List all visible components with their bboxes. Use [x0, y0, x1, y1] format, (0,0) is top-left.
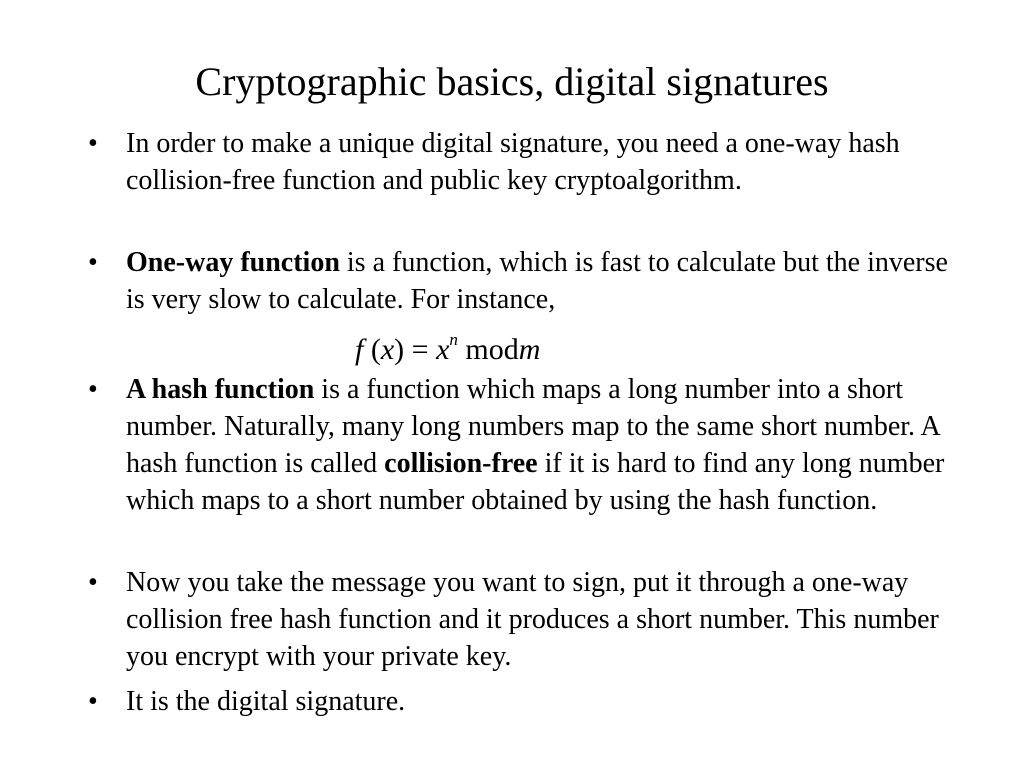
formula-variable: x [380, 333, 395, 366]
formula-paren-open: ( [363, 333, 381, 366]
formula-modular-exponentiation [355, 330, 540, 370]
formula-exponent: n [449, 330, 458, 349]
slide-title: Cryptographic basics, digital signatures [195, 59, 829, 104]
bullet-text: It is the digital signature. [126, 686, 406, 717]
bullet-term-collision-free: collision-free [384, 448, 538, 479]
bullet-term: One-way function [126, 247, 340, 278]
bullet-text: Now you take the message you want to sign, put it through a one-way collision free hash function and it produces a short number. This number you encrypt with your private key. [126, 567, 939, 672]
bullet-item-signing-process [126, 564, 966, 675]
formula-equals: ) = [394, 333, 437, 366]
bullet-item-hash-function [126, 371, 966, 519]
formula-function-symbol: f [355, 333, 364, 366]
bullet-item-one-way-function [126, 244, 966, 318]
bullet-text: is a function which maps a long number into a short number. Naturally, many long numbers map to the same short number. A hash function is called [126, 374, 940, 479]
formula-mod: mod [457, 333, 519, 366]
formula-modulus: m [518, 333, 541, 366]
bullet-text: is a function, which is fast to calculate but the inverse is very slow to calculate. For instance, [126, 247, 948, 315]
formula-base: x [436, 333, 450, 366]
bullet-text-continued: if it is hard to find any long number which maps to a short number obtained by using the hash function. [126, 448, 945, 516]
bullet-text: In order to make a unique digital signature, you need a one-way hash collision-free function and public key cryptoalgorithm. [126, 128, 900, 196]
bullet-item-signature-requirements [126, 125, 966, 199]
bullet-item-conclusion [126, 683, 966, 720]
bullet-term: A hash function [126, 374, 315, 405]
